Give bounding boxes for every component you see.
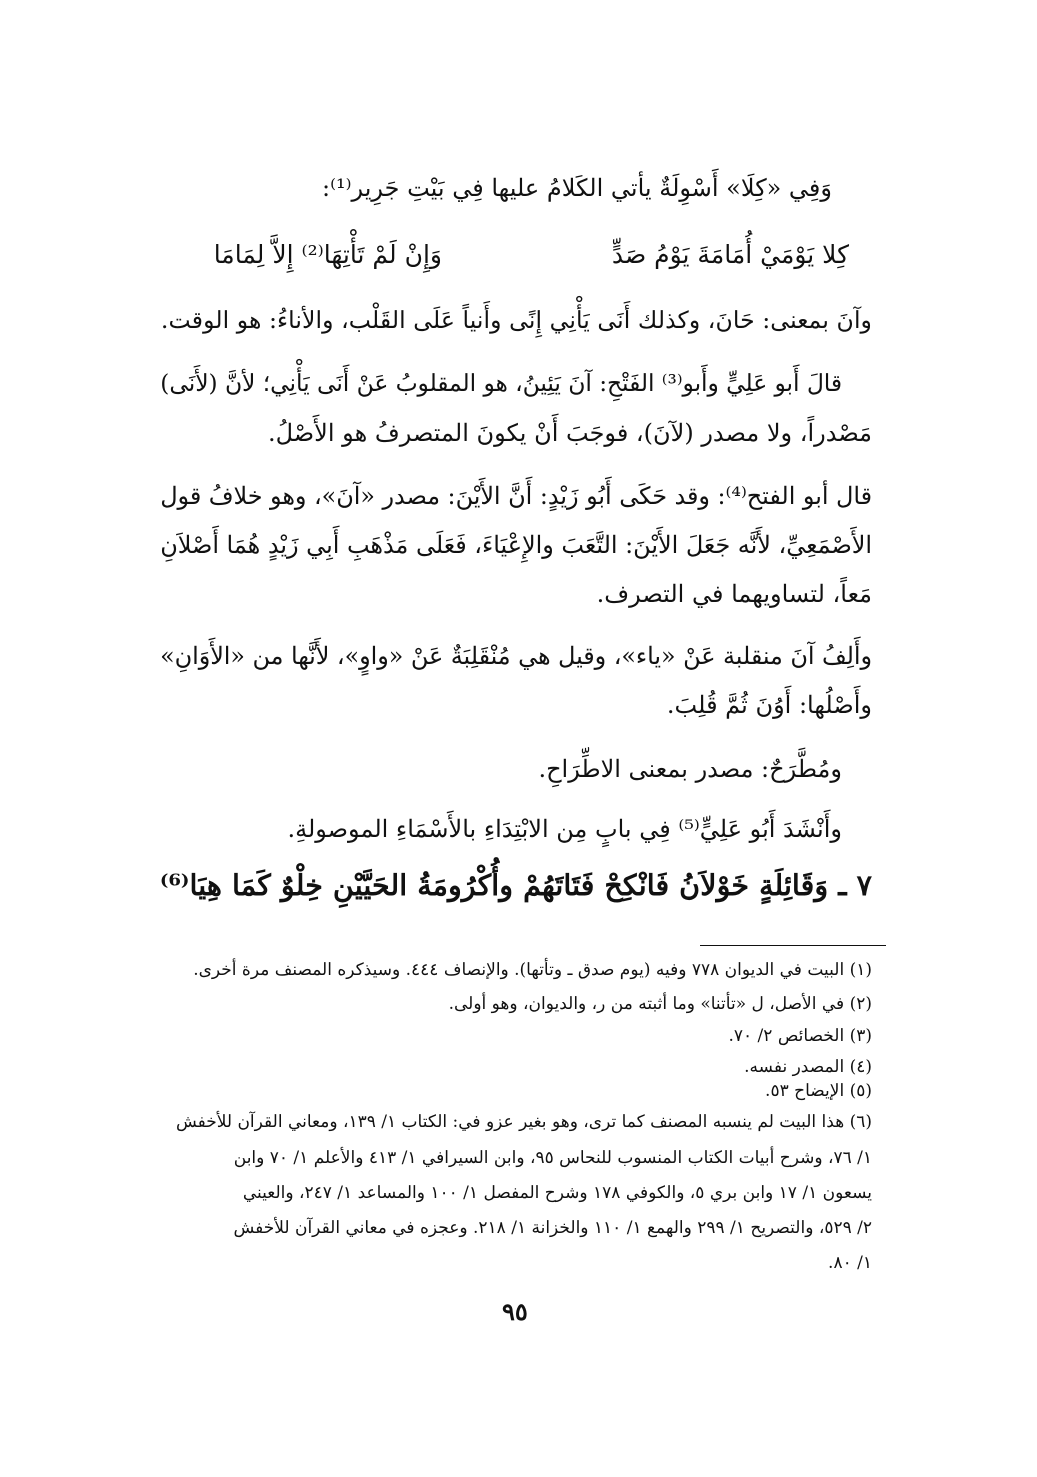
paragraph-5: ومُطَّرَحٌ: مصدر بمعنى الاطِّرَاحِ.	[538, 755, 842, 783]
footnote-3: (٣) الخصائص ٢/ ٧٠.	[728, 1026, 872, 1046]
footnote-1: (١) البيت في الديوان ٧٧٨ وفيه (يوم صدق ـ وتأتها). والإنصاف ٤٤٤. وسيذكره المصنف مرة أخرى.	[193, 960, 872, 980]
footnote-divider	[700, 945, 886, 946]
footnote-6-line-1: (٦) هذا البيت لم ينسبه المصنف كما ترى، وهو بغير عزو في: الكتاب ١/ ١٣٩، ومعاني القرآن للأخفش	[175, 1112, 872, 1132]
paragraph-3-line-1: قال أبو الفتح⁽⁴⁾: وقد حَكَى أَبُو زَيْدٍ: أَنَّ الأَيْنَ: مصدر «آنَ»، وهو خلافُ قول	[160, 482, 872, 510]
footnote-6-line-5: ١/ ٨٠.	[828, 1253, 872, 1273]
paragraph-1: وآنَ بمعنى: حَانَ، وكذلك أَنَى يَأْنِي إِنًى وأَنياً عَلَى القَلْب، والأناءُ: هو الوقت.	[160, 306, 872, 334]
paragraph-4-line-1: وأَلِفُ آنَ منقلبة عَنْ «ياء»، وقيل هي مُنْقَلِبَةٌ عَنْ «واوٍ»، لأَنَّها من «الأَوَانِ»	[160, 642, 872, 670]
paragraph-3-line-3: مَعاً، لتساويهما في التصرف.	[596, 580, 872, 608]
paragraph-2-line-2: مَصْدراً، ولا مصدر (لآنَ)، فوجَبَ أَنْ يكونَ المتصرفُ هو الأَصْلُ.	[268, 419, 872, 447]
paragraph-4-line-2: وأَصْلُها: أَوُنَ ثُمَّ قُلِبَ.	[666, 691, 872, 719]
footnote-2: (٢) في الأصل، ل «تأتنا» وما أثبته من ر، والديوان، وهو أولى.	[448, 994, 872, 1014]
footnote-6-line-3: يسعون ١/ ١٧ وابن بري ٥، والكوفي ١٧٨ وشرح المفصل ١/ ١٠٠ والمساعد ١/ ٢٤٧، والعيني	[242, 1183, 872, 1203]
footnote-5: (٥) الإيضاح ٥٣.	[765, 1081, 872, 1101]
page-number: ٩٥	[502, 1297, 528, 1326]
verse-heading-7: ٧ ـ وَقَائِلَةٍ خَوْلاَنُ فَانْكِحْ فَتَاتَهُمْ وأُكْرُومَةُ الحَيَّيْنِ خِلْوٌ كَمَا هِيَا⁽⁶⁾	[159, 868, 872, 902]
footnote-6-line-4: ٢/ ٥٢٩، والتصريح ١/ ٢٩٩ والهمع ١/ ١١٠ والخزانة ١/ ٢١٨. وعجزه في معاني القرآن للأخفش	[233, 1218, 872, 1238]
paragraph-6: وأَنْشَدَ أَبُو عَلِيٍّ⁽⁵⁾ فِي بابٍ مِن الابْتِدَاءِ بالأَسْمَاءِ الموصولةِ.	[287, 815, 842, 843]
paragraph-2-line-1: قالَ أَبو عَلِيٍّ وأَبو⁽³⁾ الفَتْحِ: آنَ يَئِينُ، هو المقلوبُ عَنْ أَنَى يَأْنِي؛ لأنَّ (لأَنَى)	[160, 370, 842, 397]
paragraph-3-line-2: الأَصْمَعِيِّ، لأَنَّه جَعَلَ الأَيْنَ: التَّعَبَ والإِعْيَاءَ، فَعَلَى مَذْهَبِ أَبِي زَيْدٍ هُمَا أَصْلاَنِ	[160, 531, 872, 559]
verse-second-hemistich: وَإِنْ لَمْ تَأْتِهَا⁽²⁾ إِلاَّ لِمَامَا	[213, 240, 442, 269]
verse-first-hemistich: كِلا يَوْمَيْ أُمَامَةَ يَوْمُ صَدٍّ	[611, 240, 849, 269]
footnote-4: (٤) المصدر نفسه.	[744, 1057, 872, 1077]
intro-line: وَفِي «كِلَا» أَسْوِلَةٌ يأتي الكَلامُ عليها فِي بَيْتِ جَرِير⁽¹⁾:	[321, 174, 832, 202]
footnote-6-line-2: ١/ ٧٦، وشرح أبيات الكتاب المنسوب للنحاس ٩٥، وابن السيرافي ١/ ٤١٣ والأعلم ١/ ٧٠ وابن	[233, 1148, 872, 1168]
